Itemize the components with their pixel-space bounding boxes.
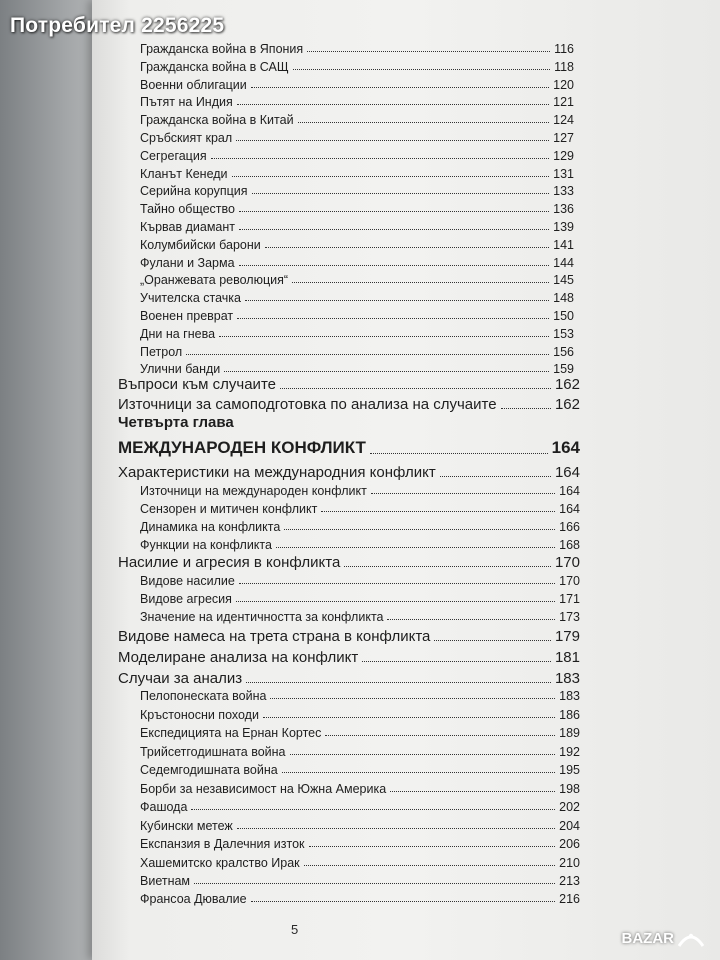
toc-entry: Значение на идентичността за конфликта 173 xyxy=(140,610,580,624)
toc-entry: Източници на международен конфликт 164 xyxy=(140,484,580,498)
toc-entry: „Оранжевата революция“ 145 xyxy=(140,273,574,288)
toc-entry: Сръбският крал 127 xyxy=(140,131,574,145)
toc-entry: Фулани и Зарма 144 xyxy=(140,255,574,270)
chapter-label: Четвърта глава xyxy=(118,414,234,431)
user-watermark: Потребител 2256225 xyxy=(10,14,225,37)
toc-chapter-title: МЕЖДУНАРОДЕН КОНФЛИКТ 164 xyxy=(118,438,580,457)
toc-entry: Кървав диамант 139 xyxy=(140,220,574,234)
toc-entry: Функции на конфликта 168 xyxy=(140,538,580,552)
toc-entry: Гражданска война в Китай 124 xyxy=(140,113,574,128)
toc-entry: Улични банди 159 xyxy=(140,362,574,377)
toc-entry: Учителска стачка 148 xyxy=(140,291,574,306)
bazar-logo-text: BAZAR xyxy=(621,929,674,947)
toc-entry: Фашода 202 xyxy=(140,800,580,814)
toc-section-violence: Насилие и агресия в конфликта 170 xyxy=(118,554,580,571)
toc-section-cases: Случаи за анализ 183 xyxy=(118,670,580,687)
toc-entry: Колумбийски барони 141 xyxy=(140,237,574,252)
toc-section-third-party: Видове намеса на трета страна в конфликта 179 xyxy=(118,628,580,645)
toc-entry: Кръстоносни походи 186 xyxy=(140,707,580,722)
toc-entry: Военни облигации 120 xyxy=(140,77,574,92)
page-number: 5 xyxy=(291,922,299,937)
toc-entry: Видове насилие 170 xyxy=(140,574,580,588)
toc-section-questions: Въпроси към случаите 162 xyxy=(118,376,580,393)
toc-section-modeling: Моделиране анализа на конфликт 181 xyxy=(118,649,580,666)
toc-entry: Петрол 156 xyxy=(140,344,574,359)
toc-entry: Динамика на конфликта 166 xyxy=(140,520,580,534)
toc-entry: Пелопонеската война 183 xyxy=(140,689,580,703)
toc-entry: Кубински метеж 204 xyxy=(140,818,580,833)
toc-entry: Хашемитско кралство Ирак 210 xyxy=(140,855,580,870)
toc-entry: Дни на гнева 153 xyxy=(140,326,574,341)
toc-entry: Седемгодишната война 195 xyxy=(140,763,580,777)
toc-entry: Серийна корупция 133 xyxy=(140,184,574,199)
toc-entry: Сензорен и митичен конфликт 164 xyxy=(140,502,580,516)
toc-entry: Гражданска война в Япония 116 xyxy=(140,42,574,56)
toc-entry: Пътят на Индия 121 xyxy=(140,95,574,110)
toc-entry: Трийсетгодишната война 192 xyxy=(140,744,580,759)
toc-section-characteristics: Характеристики на международния конфликт 164 xyxy=(118,464,580,481)
toc-entry: Експанзия в Далечния изток 206 xyxy=(140,837,580,851)
toc-entry: Гражданска война в САЩ 118 xyxy=(140,59,574,74)
bazar-logo xyxy=(622,926,707,950)
toc-section-sources: Източници за самоподготовка по анализа на случаите 162 xyxy=(118,396,580,413)
toc-entry: Експедицията на Ернан Кортес 189 xyxy=(140,726,580,740)
toc-entry: Борби за независимост на Южна Америка 198 xyxy=(140,781,580,796)
toc-entry: Видове агресия 171 xyxy=(140,592,580,606)
toc-entry: Кланът Кенеди 131 xyxy=(140,166,574,181)
toc-entry: Франсоа Дювалие 216 xyxy=(140,892,580,906)
toc-entry: Военен преврат 150 xyxy=(140,309,574,323)
toc-entry: Виетнам 213 xyxy=(140,874,580,888)
toc-entry: Тайно общество 136 xyxy=(140,202,574,217)
bazar-logo-icon xyxy=(676,926,706,950)
toc-entry: Сегрегация 129 xyxy=(140,148,574,163)
